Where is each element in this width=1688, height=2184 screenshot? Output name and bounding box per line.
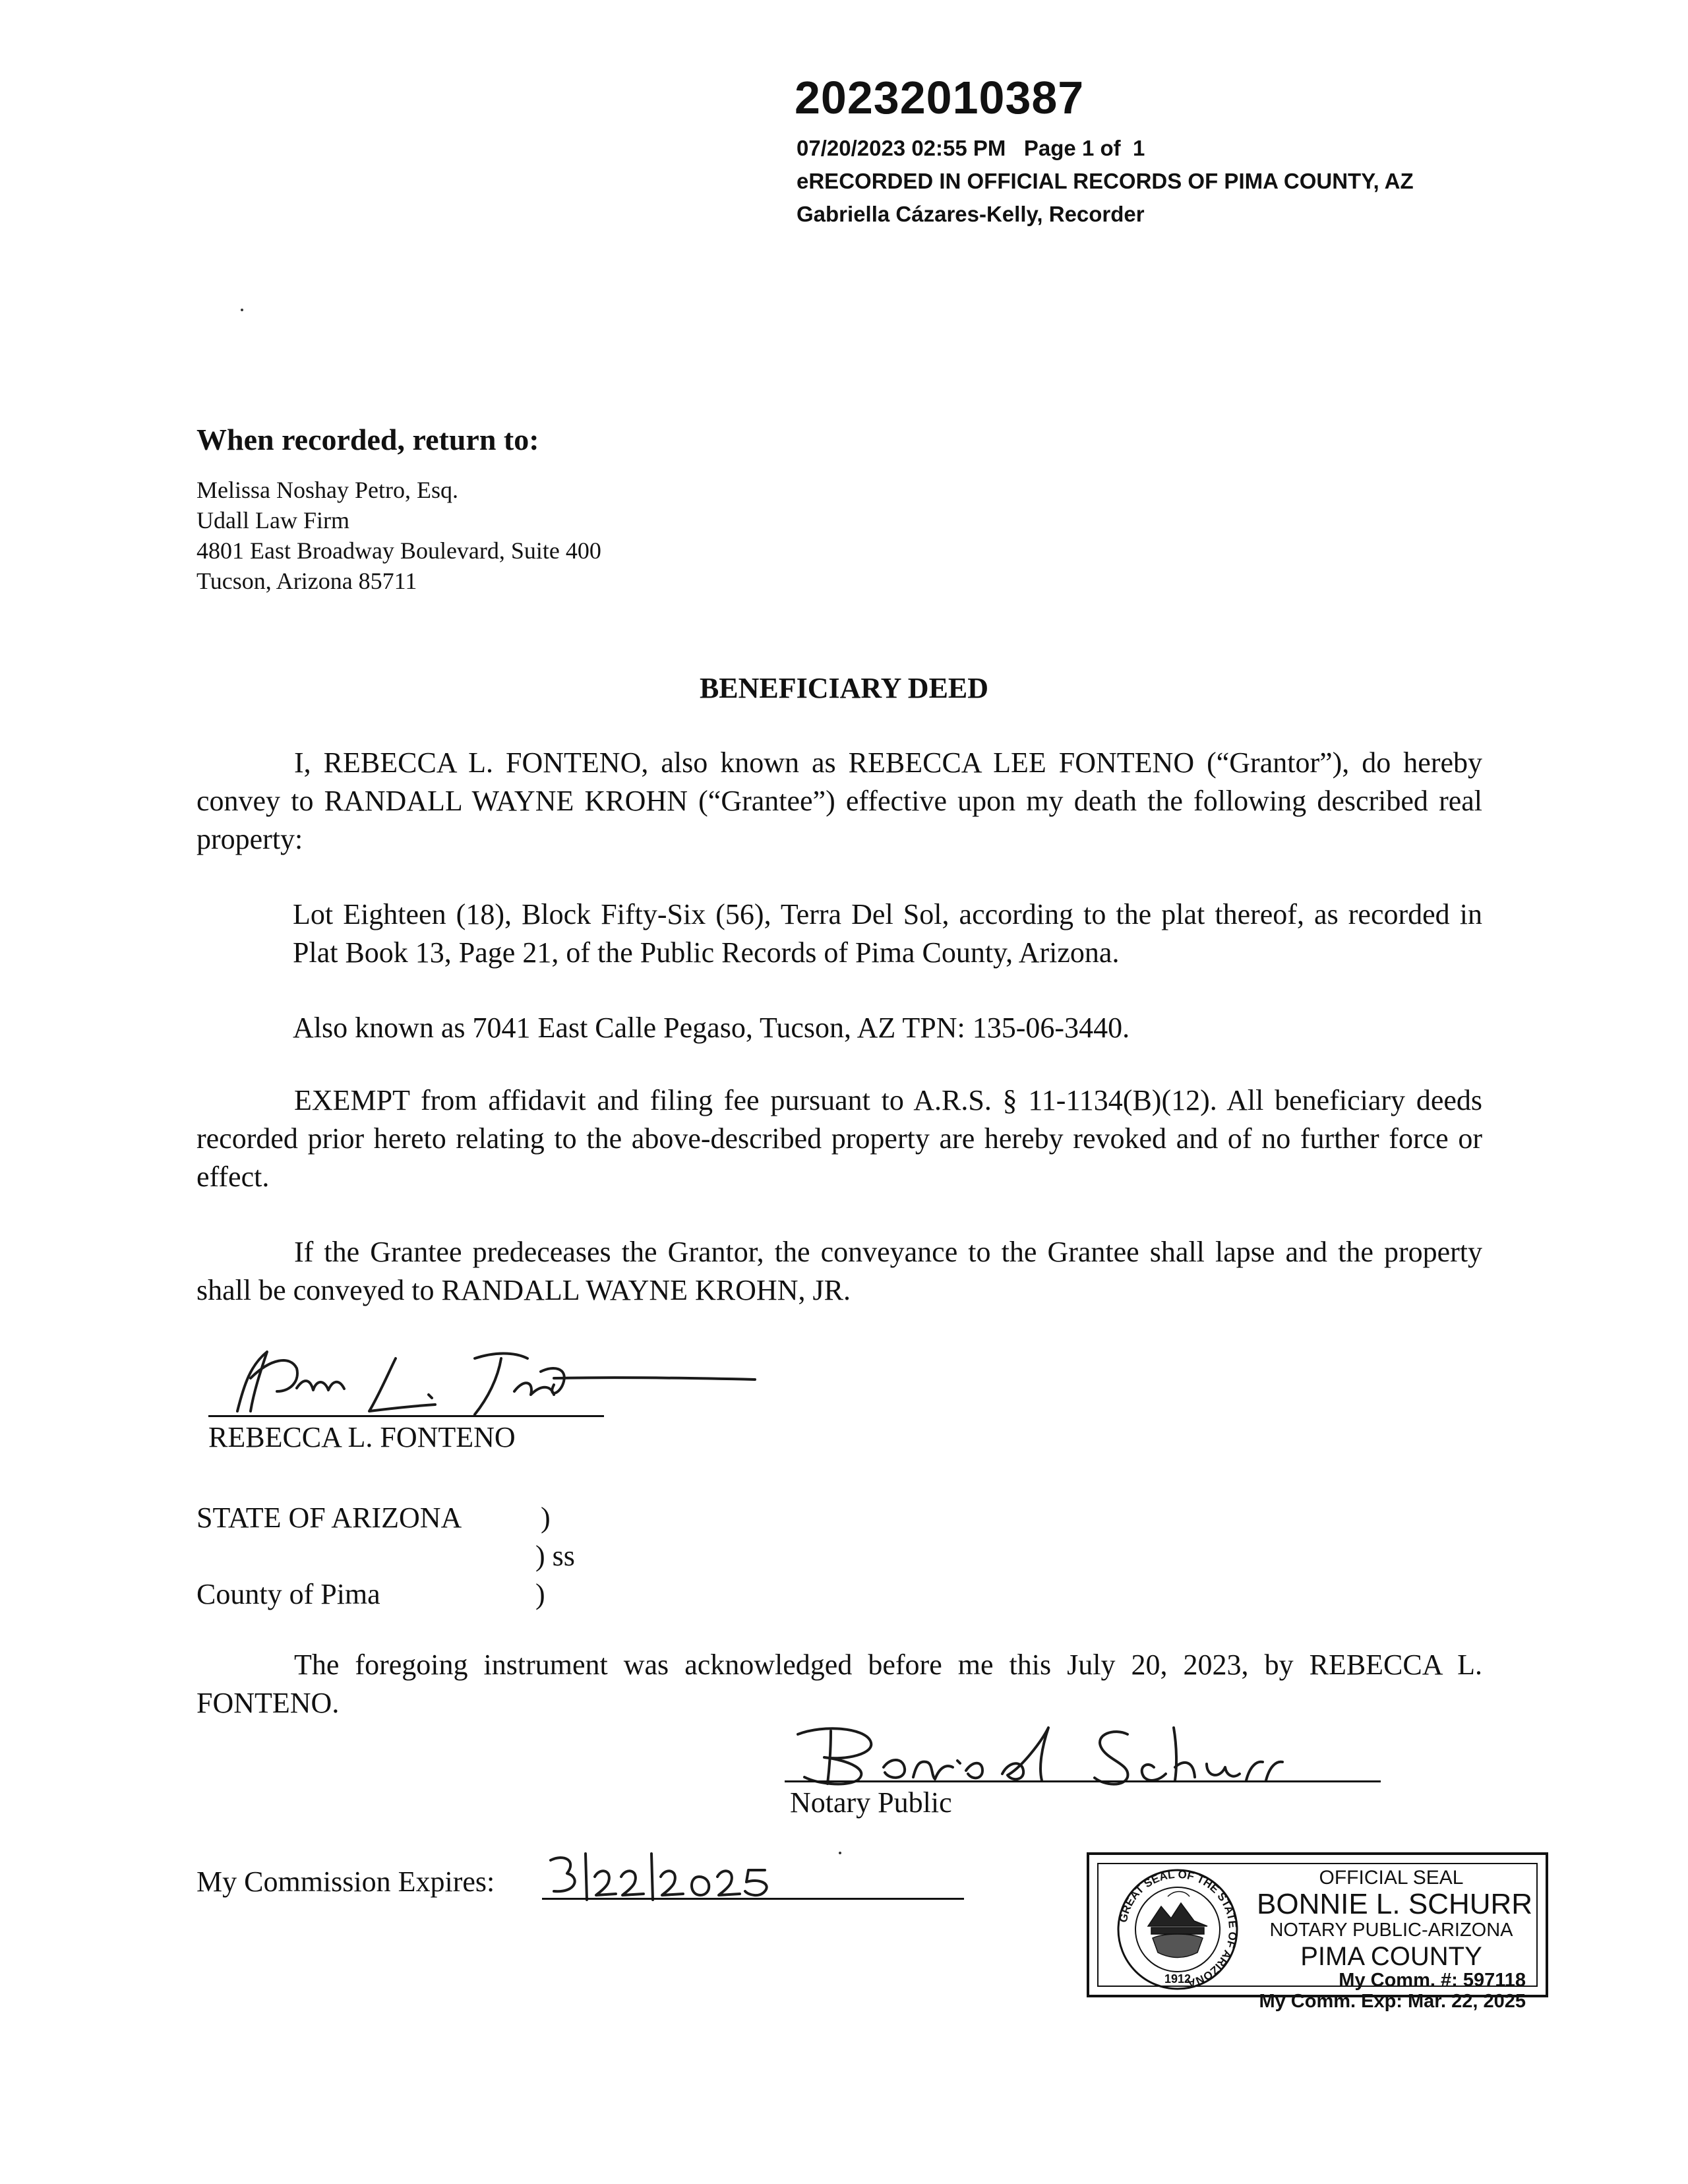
document-title: BENEFICIARY DEED	[699, 672, 989, 704]
seal-ring-textpath: GREAT SEAL OF THE STATE OF ARIZONA	[1116, 1867, 1240, 1990]
lapse-paragraph: If the Grantee predeceases the Grantor, the conveyance to the Grantee shall lapse and the property shall be conveyed to RANDALL WAYNE KROHN, JR.	[196, 1236, 1482, 1306]
commission-date-handwritten	[547, 1850, 811, 1910]
venue-county: County of Pima	[196, 1578, 380, 1610]
venue-state: STATE OF ARIZONA	[196, 1502, 462, 1534]
recording-datetime: 07/20/2023 02:55 PM Page 1 of 1	[797, 136, 1145, 160]
seal-notary-name: BONNIE L. SCHURR	[1257, 1888, 1533, 1920]
recorder-name: Gabriella Cázares-Kelly, Recorder	[797, 202, 1145, 226]
notary-signature-line	[785, 1780, 1381, 1782]
conveyance-paragraph: I, REBECCA L. FONTENO, also known as REBECCA LEE FONTENO (“Grantor”), do hereby convey to RANDALL WAYNE KROHN (“Grantee”) effective upon my death the following described real property:	[196, 746, 1482, 855]
venue-paren: )	[541, 1502, 551, 1534]
seal-commission-expiration: My Comm. Exp: Mar. 22, 2025	[1259, 1991, 1526, 2012]
property-address: Also known as 7041 East Calle Pegaso, Tucson, AZ TPN: 135-06-3440.	[293, 1012, 1130, 1044]
seal-commission-number: My Comm. #: 597118	[1339, 1970, 1526, 1991]
return-address-line: Udall Law Firm	[196, 507, 349, 533]
return-address-line: Melissa Noshay Petro, Esq.	[196, 477, 458, 503]
seal-inner-border	[1097, 1863, 1538, 2012]
seal-county: PIMA COUNTY	[1300, 1942, 1482, 1971]
notary-public-label: Notary Public	[790, 1786, 952, 1819]
seal-year: 1912	[1164, 1972, 1191, 1986]
recording-number: 20232010387	[795, 72, 1085, 123]
arizona-state-seal-icon	[1112, 1867, 1244, 1992]
acknowledgment-paragraph: The foregoing instrument was acknowledged before me this July 20, 2023, by REBECCA L. FONTENO.	[196, 1649, 1482, 1719]
seal-official-seal: OFFICIAL SEAL	[1319, 1867, 1464, 1889]
venue-ss: ) ss	[535, 1540, 575, 1572]
scan-speck	[241, 309, 243, 311]
venue-paren: )	[535, 1578, 545, 1610]
legal-description: Lot Eighteen (18), Block Fifty-Six (56), Terra Del Sol, according to the plat thereof, as recorded in Plat Book 13, Page 21, of the Public Records of Pima County, Arizona.	[293, 898, 1482, 969]
grantor-signature-line	[208, 1415, 604, 1417]
recording-office: eRECORDED IN OFFICIAL RECORDS OF PIMA COUNTY, AZ	[797, 169, 1414, 193]
return-to-heading: When recorded, return to:	[196, 423, 539, 456]
grantor-printed-name: REBECCA L. FONTENO	[208, 1421, 516, 1453]
exemption-paragraph: EXEMPT from affidavit and filing fee pursuant to A.R.S. § 11-1134(B)(12). All beneficiary deeds recorded prior hereto relating to the above-described property are hereby revoked and of no further force or effect.	[196, 1084, 1482, 1193]
notary-seal-stamp	[1087, 1852, 1548, 2012]
scan-speck	[839, 1852, 841, 1854]
commission-expires-label: My Commission Expires:	[196, 1866, 495, 1898]
return-address-line: 4801 East Broadway Boulevard, Suite 400	[196, 537, 601, 564]
commission-date-line	[542, 1898, 964, 1900]
return-address-line: Tucson, Arizona 85711	[196, 568, 417, 594]
seal-notary-title: NOTARY PUBLIC-ARIZONA	[1269, 1920, 1513, 1941]
